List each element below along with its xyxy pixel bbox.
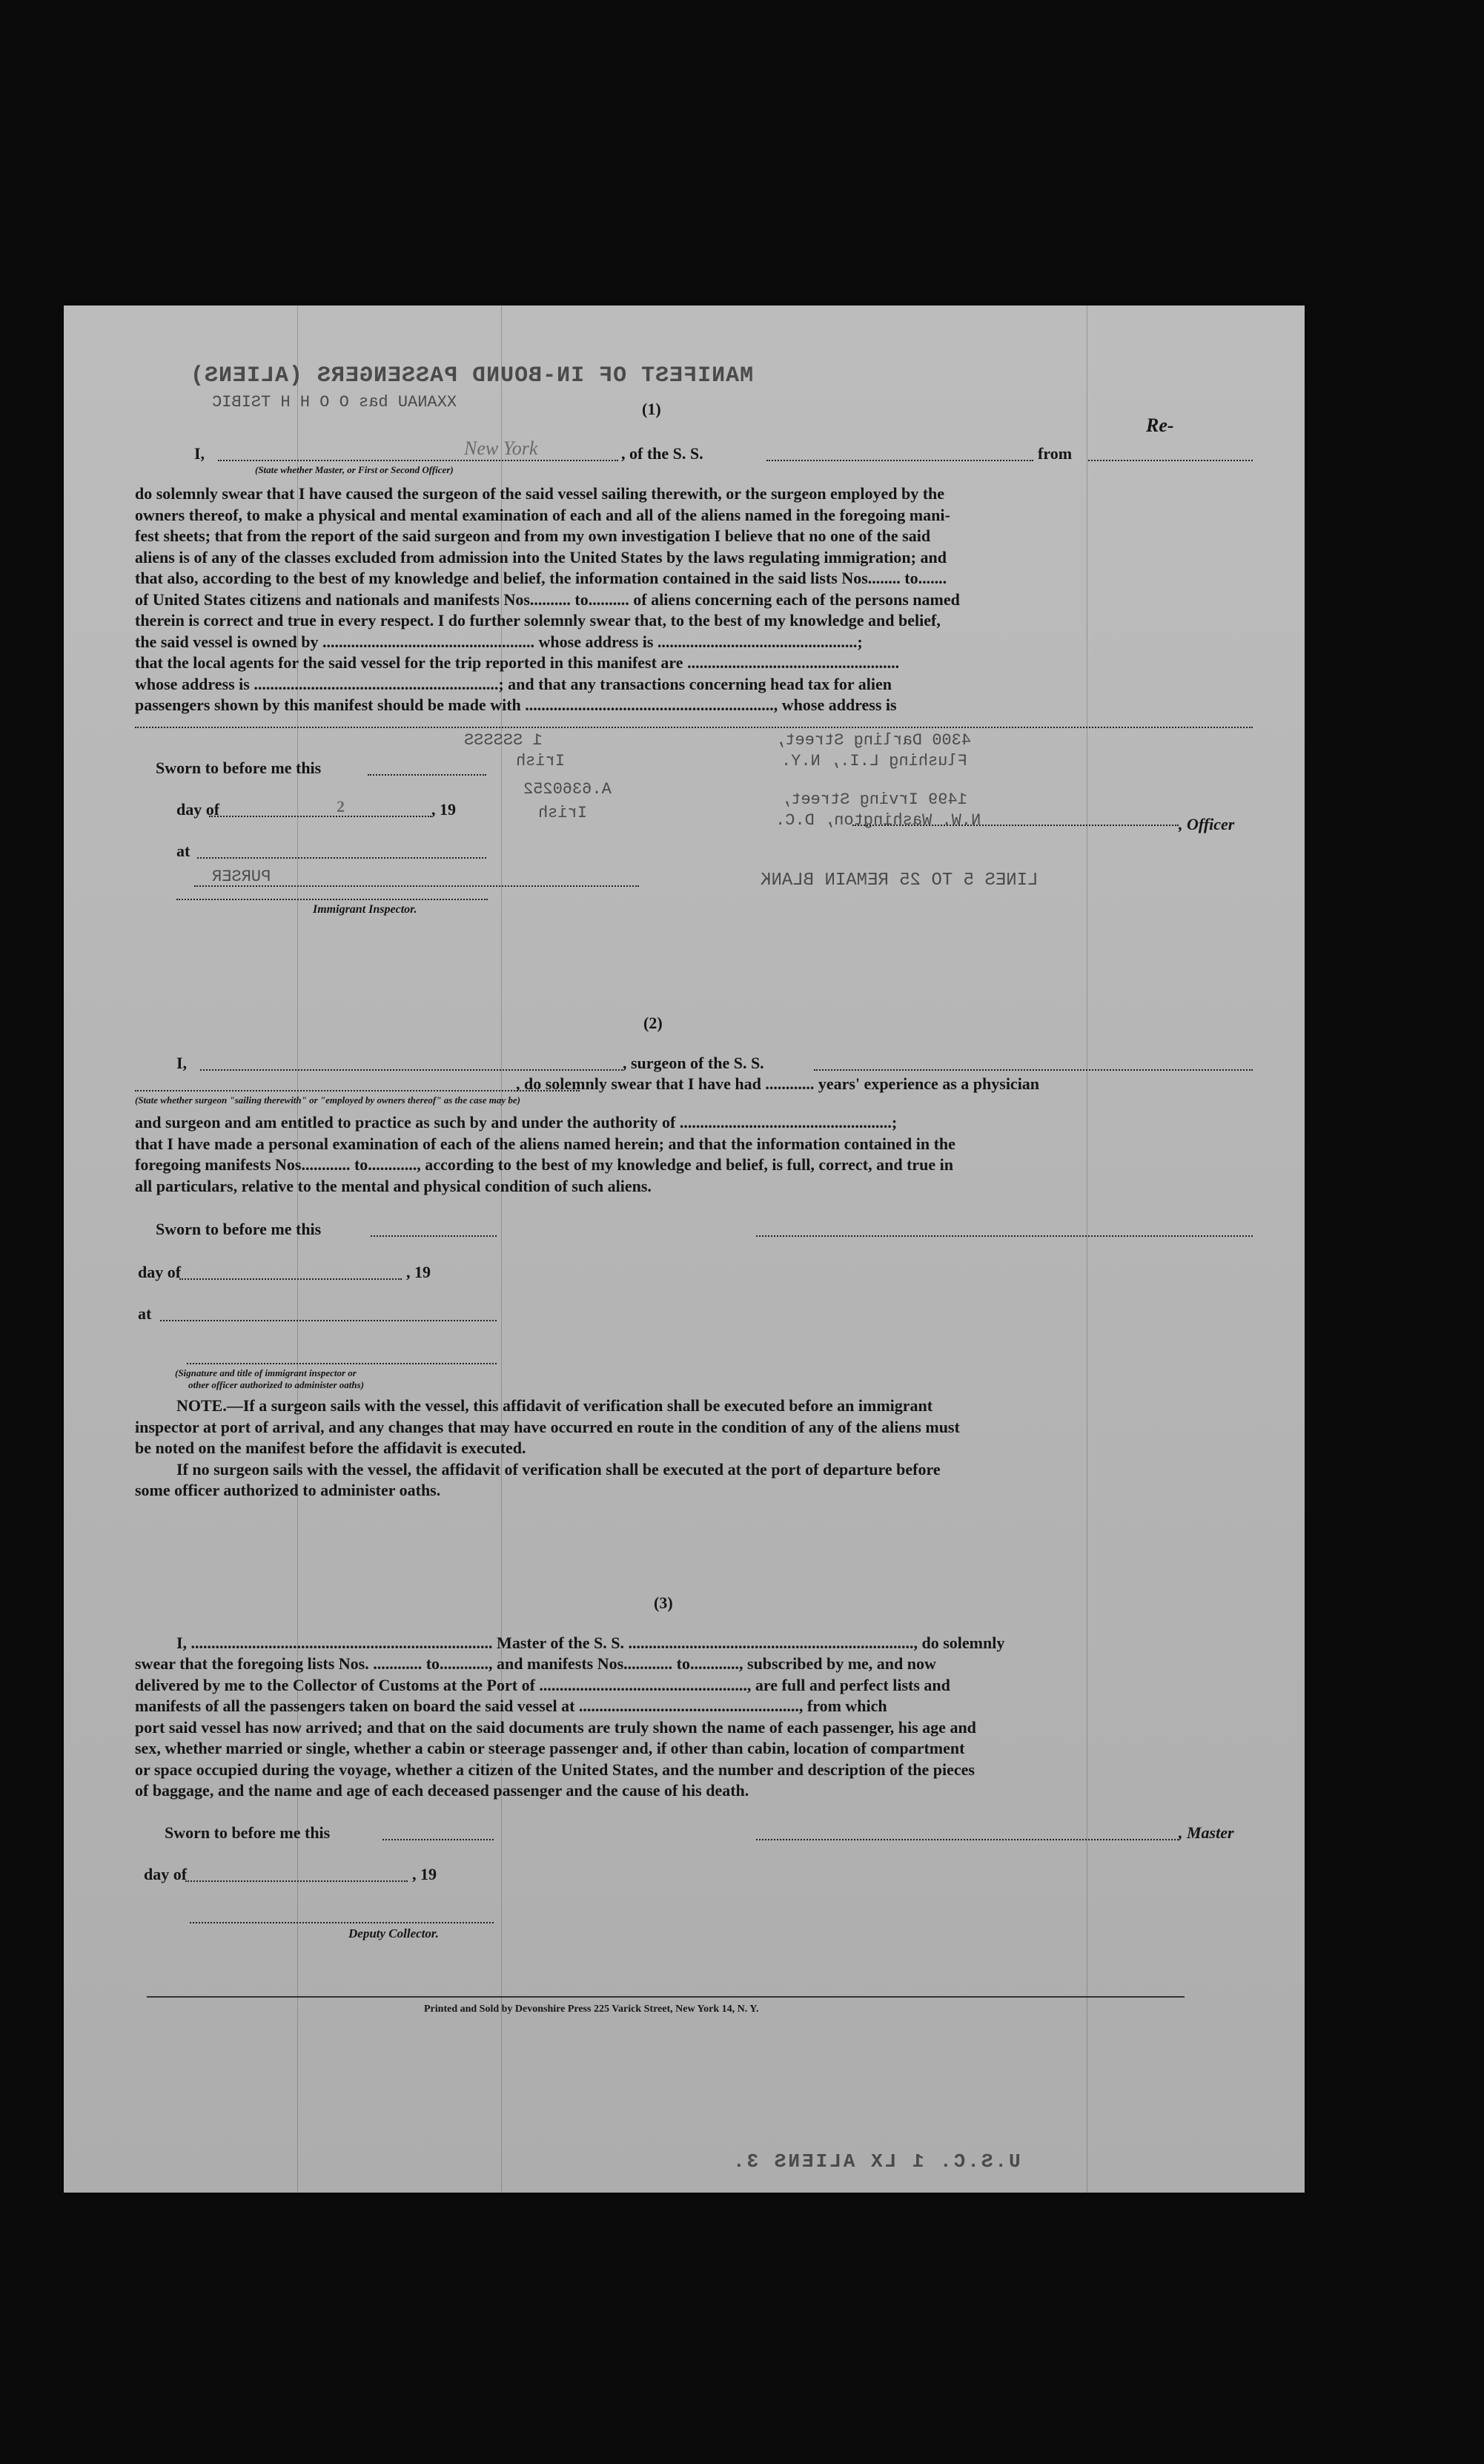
bleed-header-2: XXANAU bas O O H H TSIBIC xyxy=(212,393,457,412)
bleed-header: MANIFEST OF IN-BOUND PASSENGERS (ALIENS) xyxy=(190,363,754,389)
section-2-i: I, xyxy=(176,1054,188,1072)
sworn-label: Sworn to before me this xyxy=(156,759,322,777)
manifest-page xyxy=(64,305,1305,2193)
master-label: , Master xyxy=(1179,1823,1234,1842)
year-label: , 19 xyxy=(431,800,456,819)
immigrant-inspector-caption: Immigrant Inspector. xyxy=(313,903,417,916)
bleed-lines-blank: LINES 5 TO 25 REMAIN BLANK xyxy=(761,871,1039,891)
surgeon-line-2: , do solemnly swear that I have had ............ years' experience as a physician xyxy=(516,1074,1040,1093)
section-1-paragraph: do solemnly swear that I have caused the surgeon of the said vessel sailing therewith, or the surgeon employed by the owners thereof, to make a physical and mental examination of each and all of the aliens named in the foregoing mani- fest sheets; that from the report of the said surgeon and from my own investigation I believe that no one of the said aliens is of any of the classes excluded from admission into the United States by the laws regulating immigration; and that also, according to the best of my knowledge and belief, the information contained in the said lists Nos........ to....... of United States citizens and nationals and manifests Nos.......... to.......... of aliens concerning each of the persons named therein is correct and true in every respect. I do further solemnly swear that, to the best of my knowledge and belief, the said vessel is owned by .................................................... whose address is .................................................; that the local agents for the said vessel for the trip reported in this manifest are .................................................... whose address is ............................................................; and that any transactions concerning head tax for alien passengers shown by this manifest should be made with ............................................................., whose address is xyxy=(135,484,960,714)
section-1-number: (1) xyxy=(642,400,661,418)
at-label: at xyxy=(176,842,191,860)
from-label: from xyxy=(1038,444,1073,463)
surgeon-note: NOTE.—If a surgeon sails with the vessel, this affidavit of verification shall be executed before an immigrant inspector at port of arrival, and any changes that may have occurred en route in the condition of any of the aliens must be noted on the manifest before the affidavit is executed. If no surgeon sails with the vessel, the affidavit of verification shall be executed at the port of departure before some officer authorized to administer oaths. xyxy=(135,1396,960,1499)
master-line: I, .......................................................................... Master of the S. S. ......................................................................, do solemnly xyxy=(176,1634,1005,1652)
sworn-label: Sworn to before me this xyxy=(165,1823,331,1842)
day-of-label: day of xyxy=(176,800,220,819)
re-ref: Re- xyxy=(1146,414,1174,436)
master-caption: (State whether Master, or First or Second Officer) xyxy=(255,464,454,475)
day-number: 2 xyxy=(337,797,345,816)
section-3-number: (3) xyxy=(654,1593,673,1612)
year-label: , 19 xyxy=(406,1263,431,1281)
section-1-i: I, xyxy=(194,444,205,463)
sworn-label: Sworn to before me this xyxy=(156,1220,322,1238)
bleed-typed: A.6360252 xyxy=(523,780,612,799)
surgeon-caption: (State whether surgeon "sailing therewith" or "employed by owners thereof" as the case may be) xyxy=(135,1094,520,1106)
section-3-paragraph: swear that the foregoing lists Nos. ............ to............, and manifests Nos............ to............, subscribed by me, and now delivered by me to the Collector of Customs at the Port of ..................................................., are full and perfect lists and manifests of all the passengers taken on board the said vessel at ......................................................, from which port said vessel has now arrived; and that on the said documents are truly shown the name of each passenger, his age and sex, whether married or single, whether a cabin or steerage passenger and, if other than cabin, location of compartment or space occupied during the voyage, whether a citizen of the United States, and the number and description of the pieces of baggage, and the name and age of each deceased passenger and the cause of his death. xyxy=(135,1654,976,1800)
bleed-typed: 1 SSSSSS xyxy=(464,731,543,750)
deputy-collector-caption: Deputy Collector. xyxy=(348,1926,439,1941)
day-of-label: day of xyxy=(144,1865,188,1883)
bleed-typed: 4300 Darling Street, xyxy=(775,731,972,750)
bleed-typed: Irish xyxy=(516,752,566,770)
year-label: , 19 xyxy=(412,1865,437,1883)
footer-rule xyxy=(147,1996,1185,1998)
at-label: at xyxy=(138,1304,152,1323)
bleed-purser: PURSER xyxy=(212,868,271,886)
bleed-typed: Flushing L.I., N.Y. xyxy=(781,752,967,770)
officer-label: , Officer xyxy=(1179,815,1235,833)
section-2-paragraph: and surgeon and am entitled to practice as such by and under the authority of ....................................................; that I have made a personal examination of each of the aliens named herein; and that the information contained in the foregoing manifests Nos............ to............, according to the best of my knowledge and belief, is full, correct, and true in all particulars, relative to the mental and physical condition of such aliens. xyxy=(135,1113,955,1195)
bleed-typed: N.W. Washington, D.C. xyxy=(775,811,981,830)
section-2-number: (2) xyxy=(643,1014,663,1032)
printer-credit: Printed and Sold by Devonshire Press 225 Varick Street, New York 14, N. Y. xyxy=(424,2004,759,2015)
bleed-typed: Irish xyxy=(538,804,588,822)
bleed-typed: 1499 Irving Street, xyxy=(781,790,967,809)
bleed-bottom: U.S.C. 1 LX ALIENS 3. xyxy=(731,2150,1021,2173)
day-of-label: day of xyxy=(138,1263,182,1281)
of-the-ss: , of the S. S. xyxy=(621,444,703,463)
surgeon-of-ss: , surgeon of the S. S. xyxy=(623,1054,764,1072)
signature-caption: (Signature and title of immigrant inspector or xyxy=(175,1367,357,1378)
signature-caption: other officer authorized to administer oaths) xyxy=(188,1379,365,1390)
handwritten-port: New York xyxy=(464,437,538,459)
